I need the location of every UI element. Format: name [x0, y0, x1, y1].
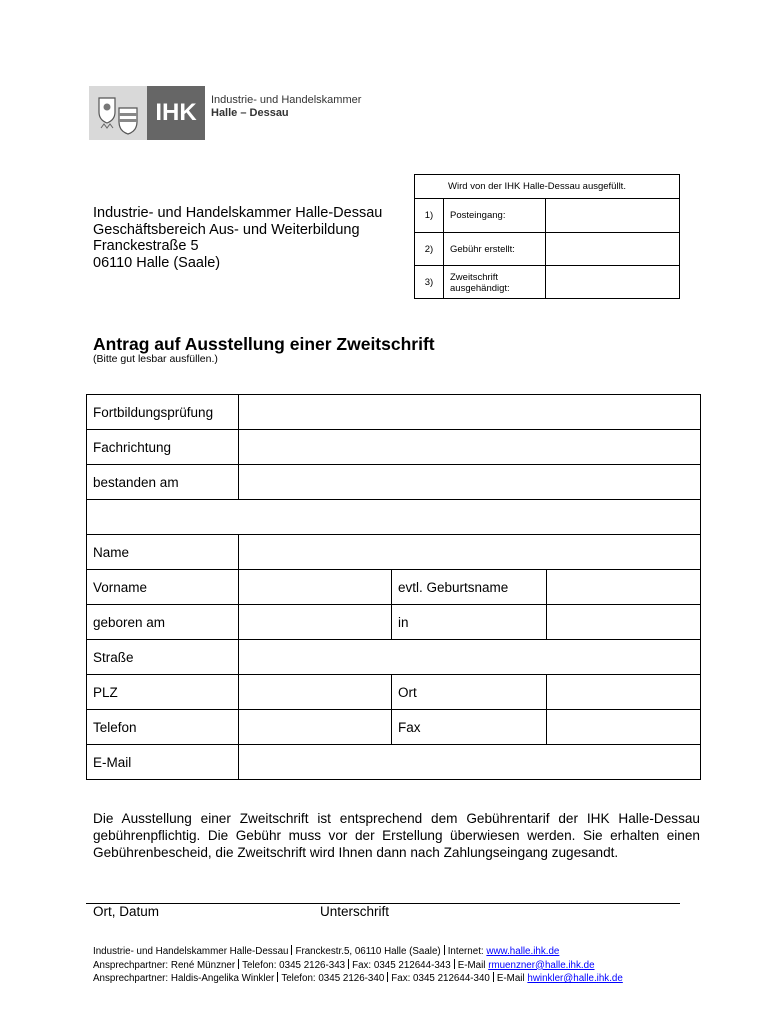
- signature-label: Unterschrift: [320, 904, 390, 919]
- form-row-birth: geboren am in: [87, 605, 700, 640]
- website-link[interactable]: www.halle.ihk.de: [486, 946, 560, 957]
- office-row-receipt: 1) Posteingang:: [415, 199, 679, 233]
- office-receipt-field[interactable]: [546, 199, 679, 232]
- form-row-firstname: Vorname evtl. Geburtsname: [87, 570, 700, 605]
- form-row-name: Name: [87, 535, 700, 570]
- birthname-field[interactable]: [547, 570, 700, 604]
- footer: [93, 945, 623, 986]
- form-row-email: E-Mail: [87, 745, 700, 780]
- footer-line-2: Ansprechpartner: René Münzner Telefon: 0345 2126-343 Fax: 0345 212644-343 E-Mail rmuenzner@halle.ihk.de: [93, 959, 595, 971]
- office-row-fee: 2) Gebühr erstellt:: [415, 233, 679, 266]
- exam-field[interactable]: [239, 395, 700, 429]
- birthplace-field[interactable]: [547, 605, 700, 639]
- logo-org-name: Industrie- und Handelskammer Halle – Dessau: [211, 94, 362, 119]
- city-field[interactable]: [547, 675, 700, 709]
- form-row-phone: Telefon Fax: [87, 710, 700, 745]
- page-title: Antrag auf Ausstellung einer Zweitschrift: [93, 334, 435, 354]
- email-link-muenzner[interactable]: rmuenzner@halle.ihk.de: [488, 959, 595, 971]
- fax-field[interactable]: [547, 710, 700, 744]
- birthdate-field[interactable]: [239, 605, 392, 639]
- form-row-spacer: [87, 500, 700, 535]
- application-form: [86, 394, 701, 780]
- office-use-box: [414, 174, 680, 299]
- office-row-handed-out: 3) Zweitschrift ausgehändigt:: [415, 266, 679, 299]
- ihk-logo-mark: IHK: [147, 86, 205, 140]
- street-field[interactable]: [239, 640, 700, 674]
- specialization-field[interactable]: [239, 430, 700, 464]
- form-row-specialization: Fachrichtung: [87, 430, 700, 465]
- coat-of-arms-icon: [89, 86, 147, 140]
- ihk-logo: [89, 86, 362, 140]
- phone-field[interactable]: [239, 710, 392, 744]
- form-row-street: Straße: [87, 640, 700, 675]
- fee-notice: Die Ausstellung einer Zweitschrift ist entsprechend dem Gebührentarif der IHK Halle-Dessau gebührenpflichtig. Die Gebühr muss vor der Erstellung überwiesen werden. Sie erhalten einen Gebührenbescheid, die Zweitschrift wird Ihnen dann nach Zahlungseingang zugesandt.: [93, 811, 700, 860]
- email-link-winkler[interactable]: hwinkler@halle.ihk.de: [527, 973, 623, 984]
- zip-field[interactable]: [239, 675, 392, 709]
- name-field[interactable]: [239, 535, 700, 569]
- email-field[interactable]: [239, 745, 700, 780]
- form-row-exam: Fortbildungsprüfung: [87, 395, 700, 430]
- office-fee-field[interactable]: [546, 233, 679, 265]
- recipient-address: Industrie- und Handelskammer Halle-Dessau Geschäftsbereich Aus- und Weiterbildung Franckestraße 5 06110 Halle (Saale): [93, 205, 383, 271]
- spacer-field[interactable]: [87, 500, 700, 534]
- office-handed-out-field[interactable]: [546, 266, 679, 299]
- place-date-label: Ort, Datum: [93, 904, 160, 919]
- office-use-header: Wird von der IHK Halle-Dessau ausgefüllt.: [415, 175, 679, 199]
- footer-line-1: Industrie- und Handelskammer Halle-Dessau Franckestr.5, 06110 Halle (Saale) Internet: www.halle.ihk.de: [93, 946, 560, 957]
- footer-line-3: Ansprechpartner: Haldis-Angelika Winkler Telefon: 0345 2126-340 Fax: 0345 212644-340 E-Mail hwinkler@halle.ihk.de: [93, 973, 623, 984]
- page-subtitle: (Bitte gut lesbar ausfüllen.): [93, 353, 218, 365]
- passed-on-field[interactable]: [239, 465, 700, 499]
- form-row-passed-on: bestanden am: [87, 465, 700, 500]
- firstname-field[interactable]: [239, 570, 392, 604]
- form-row-zip: PLZ Ort: [87, 675, 700, 710]
